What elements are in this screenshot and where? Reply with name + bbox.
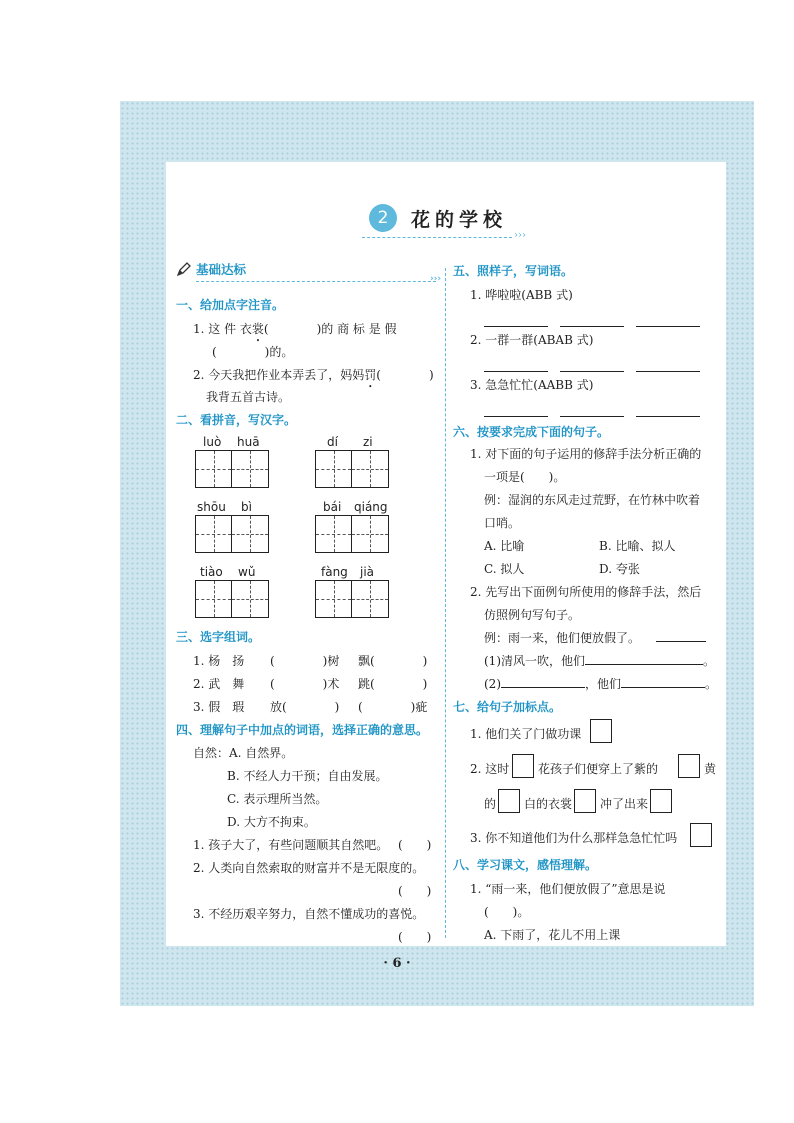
q6-example [484, 629, 706, 646]
q6-practice-text: ，他们 [585, 677, 622, 691]
q3-blank: 放( ) [270, 700, 340, 714]
section-8-heading: 八、学习课文，感悟理解。 [453, 858, 598, 872]
q7-text: 2. 这时 [470, 762, 510, 776]
q1-text: ( )的 商 标 是 假 [263, 322, 397, 336]
q3-option: 3. 假 瑕 [193, 700, 245, 714]
q3-blank: ( )疵 [358, 700, 428, 714]
writing-grid[interactable] [315, 580, 389, 618]
q8-option-a: A. 下雨了，花儿不用上课 [484, 928, 621, 942]
q6-practice-1 [484, 652, 715, 669]
badge-underline [196, 281, 436, 282]
q8-text: 1. “雨一来，他们便放假了”意思是说 [470, 882, 666, 896]
q6-period: 。 [705, 677, 718, 691]
q6-option-b: B. 比喻、拟人 [599, 539, 676, 553]
punctuation-box[interactable] [512, 754, 534, 778]
q6-period: 。 [703, 654, 716, 668]
pinyin-label: jià [360, 565, 375, 579]
q8-text: ( )。 [484, 905, 530, 919]
pinyin-label: zi [363, 435, 373, 449]
q1-text: ( ) [376, 368, 434, 382]
q7-text: 的 [484, 797, 497, 811]
section-6-heading: 六、按要求完成下面的句子。 [453, 425, 610, 439]
q5-answer-lines[interactable] [484, 404, 700, 421]
q5-item: 2. 一群一群(ABAB 式) [470, 333, 594, 347]
q4-definition: 自然：A. 自然界。 [193, 746, 294, 760]
section-2-heading: 二、看拼音，写汉字。 [176, 413, 297, 427]
q5-answer-lines[interactable] [484, 359, 700, 376]
lesson-title [369, 204, 507, 232]
q6-text: 仿照例句写句子。 [484, 608, 581, 622]
q7-sentence-3: 3. 你不知道他们为什么那样急急忙忙吗 [470, 831, 678, 845]
dotted-char: 罚 [364, 368, 377, 382]
writing-grid[interactable] [195, 450, 269, 488]
q1-line-4: 我背五首古诗。 [206, 390, 291, 404]
section-4-heading: 四、理解句子中加点的词语，选择正确的意思。 [176, 723, 429, 737]
q1-text: 2. 今天我把作业本弄丢了，妈妈 [193, 368, 365, 382]
q4-sentence-2: 2. 人类向自然索取的财富并不是无限度的。 [193, 861, 425, 875]
answer-paren: ( ) [398, 930, 432, 944]
q6-example: 口哨。 [484, 516, 521, 530]
q7-sentence-1: 1. 他们关了门做功课 [470, 727, 582, 741]
q1-line-2: ( )的。 [212, 345, 294, 359]
q1-line-3 [193, 366, 434, 383]
q6-blank[interactable] [656, 641, 706, 642]
q6-blank[interactable] [585, 664, 703, 665]
q3-blank: ( )术 [270, 677, 340, 691]
q3-blank: 飘( ) [358, 654, 428, 668]
writing-grid[interactable] [315, 515, 389, 553]
lesson-title-text: 花的学校 [411, 208, 508, 231]
q5-answer-lines[interactable] [484, 314, 700, 331]
answer-paren: ( ) [398, 838, 432, 852]
q4-sentence-3: 3. 不经历艰辛努力，自然不懂成功的喜悦。 [193, 907, 425, 921]
q3-blank: ( )树 [270, 654, 340, 668]
q6-text: 一项是( )。 [484, 470, 566, 484]
writing-grid[interactable] [195, 580, 269, 618]
q4-sentence-1: 1. 孩子大了，有些问题顺其自然吧。 [193, 838, 389, 852]
q7-text: 花孩子们便穿上了紫的 [538, 762, 659, 776]
q6-text: 1. 对下面的句子运用的修辞手法分析正确的 [470, 447, 702, 461]
q6-practice-text: (2) [484, 677, 501, 691]
title-underline [362, 237, 512, 238]
pinyin-label: fàng [321, 565, 348, 579]
pinyin-label: bì [241, 500, 252, 514]
pinyin-label: qiáng [354, 500, 388, 514]
badge-label: 基础达标 [196, 262, 247, 277]
q6-example: 例：湿润的东风走过荒野，在竹林中吹着 [484, 493, 701, 507]
q3-blank: 跳( ) [358, 677, 428, 691]
pinyin-label: bái [323, 500, 342, 514]
column-divider [445, 268, 446, 938]
punctuation-box[interactable] [678, 754, 700, 778]
q3-option: 1. 杨 扬 [193, 654, 245, 668]
q3-option: 2. 武 舞 [193, 677, 245, 691]
answer-paren: ( ) [398, 884, 432, 898]
section-5-heading: 五、照样子，写词语。 [453, 264, 574, 278]
q4-definition: C. 表示理所当然。 [227, 792, 328, 806]
q6-option-a: A. 比喻 [484, 539, 525, 553]
title-arrow-icon: ››› [514, 230, 526, 241]
dotted-char: 裳 [251, 322, 264, 336]
q6-option-c: C. 拟人 [484, 562, 525, 576]
page-number: · 6 · [383, 956, 411, 971]
q1-line-1 [193, 320, 397, 337]
pencil-icon [176, 261, 192, 277]
pinyin-label: huā [237, 435, 260, 449]
pinyin-label: shōu [197, 500, 226, 514]
section-1-heading: 一、给加点字注音。 [176, 298, 285, 312]
writing-grid[interactable] [195, 515, 269, 553]
pinyin-label: tiào [200, 565, 223, 579]
q6-practice-text: (1)清风一吹，他们 [484, 654, 585, 668]
q6-option-d: D. 夸张 [599, 562, 640, 576]
badge-arrow-icon: ››› [430, 274, 442, 284]
pinyin-label: dí [327, 435, 338, 449]
q6-text: 2. 先写出下面例句所使用的修辞手法，然后 [470, 585, 702, 599]
punctuation-box[interactable] [690, 823, 712, 847]
lesson-number: 2 [369, 204, 397, 232]
q4-definition: B. 不经人力干预；自由发展。 [227, 769, 388, 783]
pinyin-label: wǔ [238, 565, 256, 579]
q5-item: 3. 急急忙忙(AABB 式) [470, 378, 594, 392]
q6-blank[interactable] [621, 687, 705, 688]
pinyin-label: luò [203, 435, 222, 449]
section-3-heading: 三、选字组词。 [176, 630, 261, 644]
q1-text: 1. 这 件 衣 [193, 322, 252, 336]
q5-item: 1. 哗啦啦(ABB 式) [470, 288, 573, 302]
section-7-heading: 七、给句子加标点。 [453, 700, 562, 714]
punctuation-box[interactable] [498, 789, 520, 813]
q6-example-text: 例：雨一来，他们便放假了。 [484, 631, 641, 645]
q6-blank[interactable] [501, 687, 585, 688]
q4-definition: D. 大方不拘束。 [227, 815, 316, 829]
q7-text: 黄 [704, 762, 717, 776]
punctuation-box[interactable] [650, 789, 672, 813]
section-badge [176, 260, 442, 284]
q6-practice-2 [484, 675, 717, 692]
punctuation-box[interactable] [574, 789, 596, 813]
writing-grid[interactable] [315, 450, 389, 488]
punctuation-box[interactable] [590, 719, 612, 743]
q7-text: 白的衣裳 [524, 797, 573, 811]
q7-text: 冲了出来 [600, 797, 649, 811]
